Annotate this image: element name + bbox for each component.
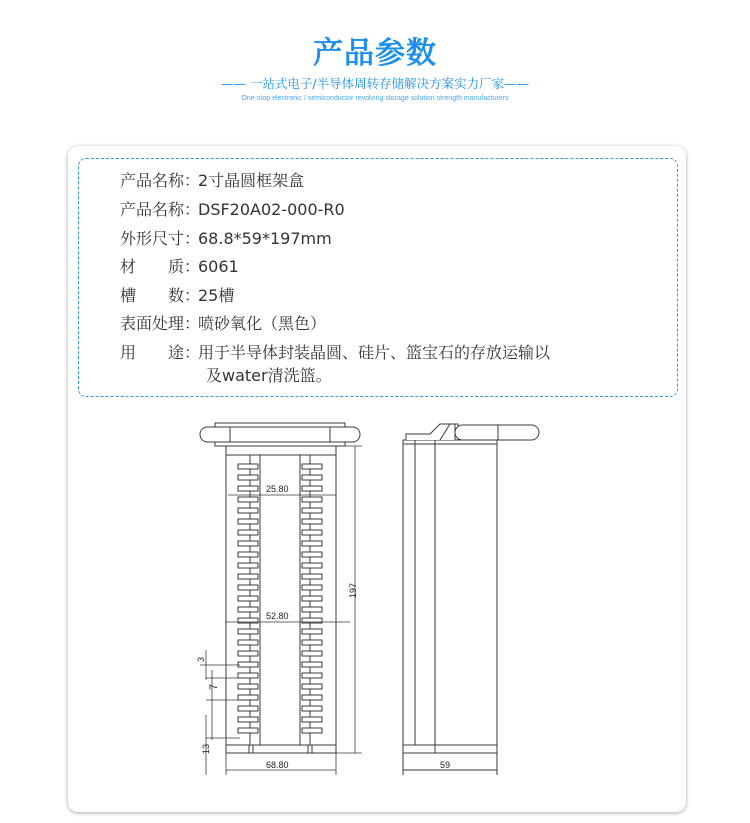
spec-label: 槽 数： (120, 286, 201, 305)
spec-row-surface (120, 311, 326, 334)
spec-row-dimensions (120, 226, 332, 249)
dim-outer-width: 68.80 (266, 760, 289, 770)
spec-label: 产品名称： (120, 200, 201, 219)
page-title: 产品参数 (313, 36, 437, 71)
dim-depth: 59 (440, 760, 451, 770)
dim-height: 197 (348, 582, 358, 598)
dim-mid-width: 52.80 (266, 611, 289, 621)
spec-value: 68.8*59*197mm (198, 229, 332, 248)
product-card (68, 146, 686, 812)
dim-slot-gap: 3 (196, 656, 206, 662)
spec-value: 喷砂氧化（黑色） (198, 314, 327, 333)
spec-label: 外形尺寸： (120, 229, 201, 248)
dim-pitch: 7 (208, 683, 220, 690)
spec-row-usage-cont (206, 363, 332, 386)
side-view (403, 424, 539, 775)
spec-row-material (120, 254, 239, 277)
dim-bottom: 13 (201, 743, 211, 754)
spec-value: 2寸晶圆框架盒 (198, 171, 305, 190)
spec-row-usage (120, 340, 550, 363)
spec-value: 25槽 (198, 286, 235, 305)
spec-row-product-name (120, 168, 304, 191)
page-subtitle-english: One-stop electronic / semiconductor revolving storage solution strength manufacturers (241, 95, 509, 102)
spec-value: 6061 (198, 257, 239, 276)
page-subtitle: —— 一站式电子/半导体周转存储解决方案实力厂家—— (220, 76, 530, 91)
spec-row-slots (120, 283, 234, 306)
dim-inner-width: 25.80 (266, 484, 289, 494)
spec-label: 表面处理： (120, 314, 201, 333)
spec-value: DSF20A02-000-R0 (198, 200, 345, 219)
spec-label: 用 途： (120, 343, 201, 362)
spec-label: 产品名称： (120, 171, 201, 190)
drawing-views (68, 400, 686, 820)
spec-row-model (120, 197, 345, 220)
spec-label: 材 质： (120, 257, 201, 276)
spec-value: 用于半导体封装晶圆、硅片、篮宝石的存放运输以 (198, 343, 551, 362)
spec-value: 及water清洗篮。 (206, 366, 332, 385)
